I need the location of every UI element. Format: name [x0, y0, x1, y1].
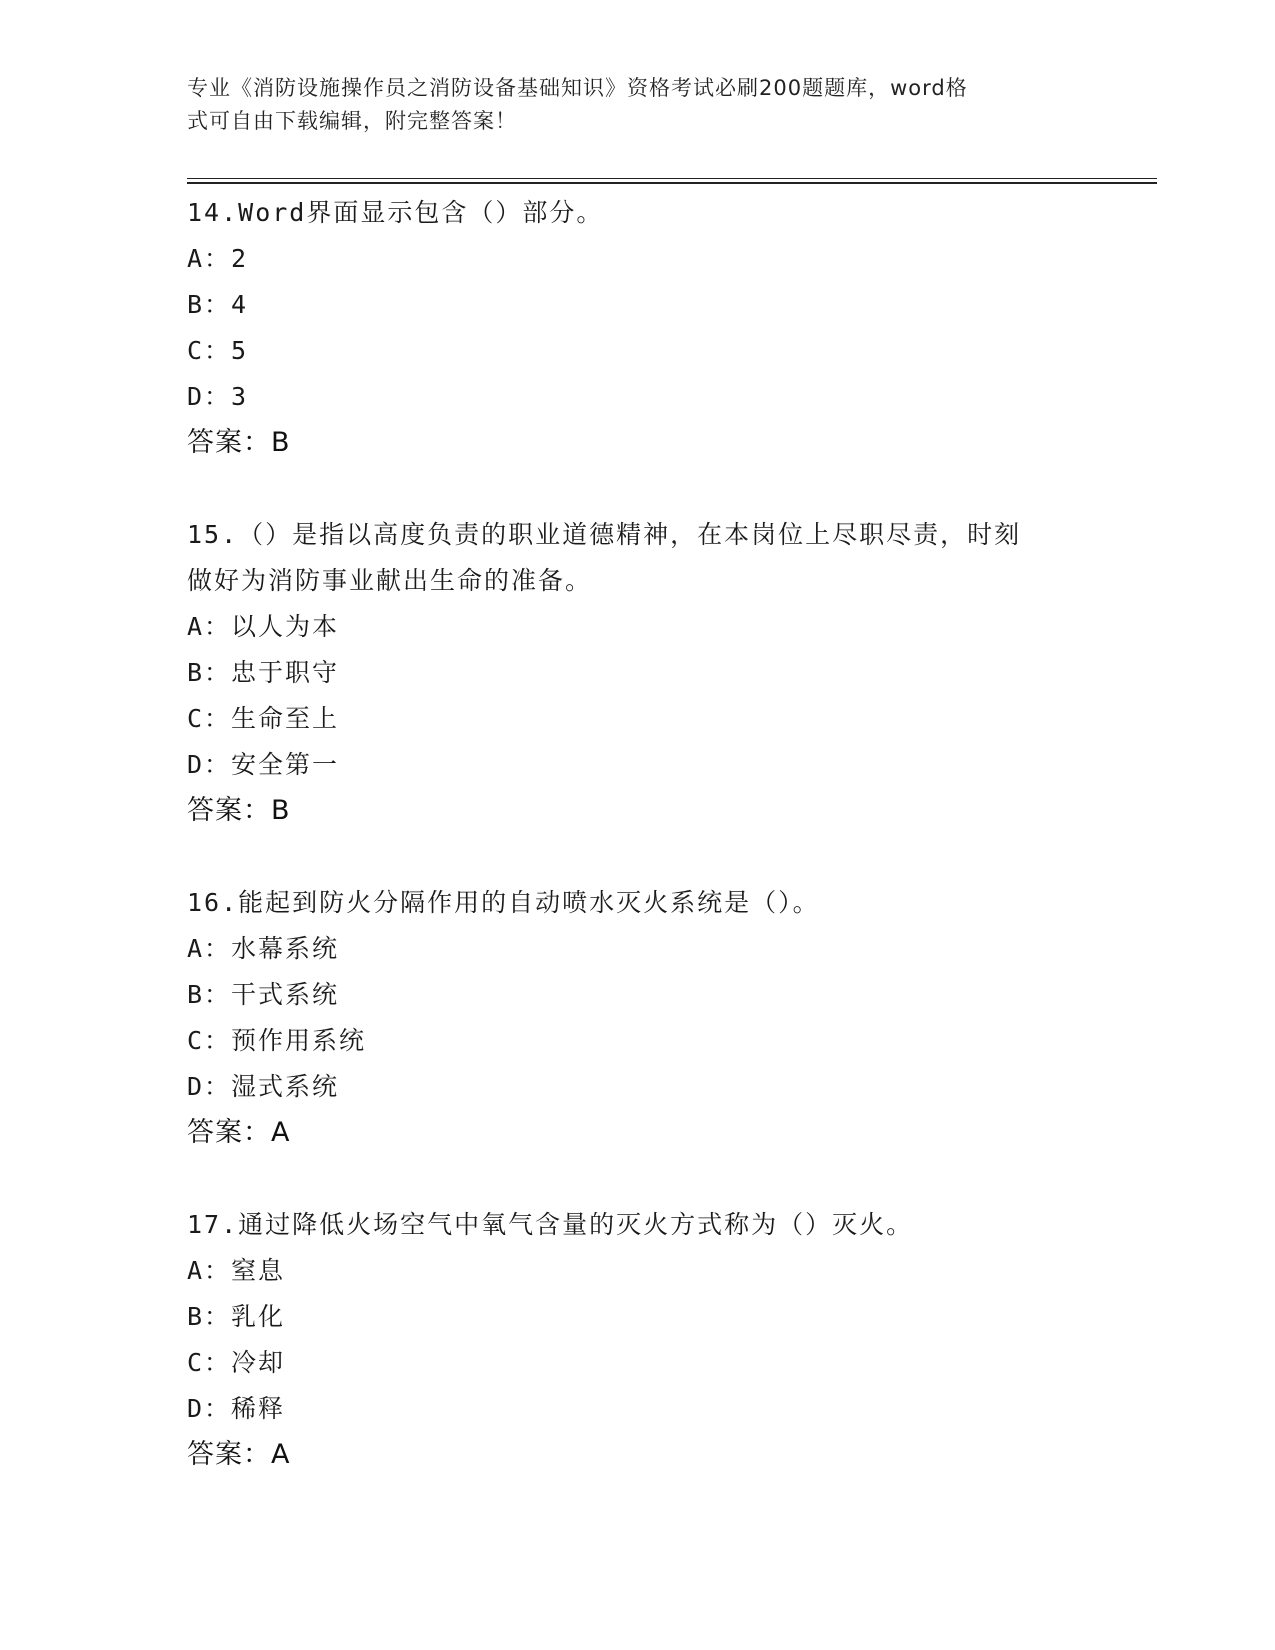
option-d: D：3 [187, 382, 249, 411]
question-list [187, 190, 1087, 1478]
document-header [187, 72, 1067, 138]
answer: 答案：B [187, 795, 291, 826]
question-stem-line-2: 做好为消防事业献出生命的准备。 [187, 566, 593, 595]
question-stem-line-1: 15.（）是指以高度负责的职业道德精神，在本岗位上尽职尽责，时刻 [187, 520, 1022, 549]
question-gap [187, 1156, 1087, 1202]
question-gap [187, 834, 1087, 880]
question-gap [187, 466, 1087, 512]
option-a: A：水幕系统 [187, 934, 340, 963]
question-15 [187, 512, 1087, 834]
answer: 答案：A [187, 1117, 291, 1148]
header-line-1: 专业《消防设施操作员之消防设备基础知识》资格考试必刷200题题库，word格 [187, 76, 968, 100]
option-c: C：5 [187, 336, 249, 365]
question-stem: 14.Word界面显示包含（）部分。 [187, 198, 604, 227]
answer: 答案：A [187, 1439, 291, 1470]
header-divider-thick [187, 182, 1157, 184]
option-c: C：冷却 [187, 1348, 286, 1377]
header-line-2: 式可自由下载编辑，附完整答案！ [187, 109, 517, 133]
question-stem: 16.能起到防火分隔作用的自动喷水灭火系统是（）。 [187, 888, 820, 917]
option-c: C：预作用系统 [187, 1026, 367, 1055]
option-c: C：生命至上 [187, 704, 340, 733]
option-a: A：2 [187, 244, 249, 273]
question-stem: 17.通过降低火场空气中氧气含量的灭火方式称为（）灭火。 [187, 1210, 914, 1239]
option-b: B：干式系统 [187, 980, 340, 1009]
question-14 [187, 190, 1087, 466]
option-d: D：安全第一 [187, 750, 340, 779]
option-b: B：4 [187, 290, 249, 319]
question-16 [187, 880, 1087, 1156]
option-b: B：忠于职守 [187, 658, 340, 687]
option-d: D：湿式系统 [187, 1072, 340, 1101]
option-b: B：乳化 [187, 1302, 286, 1331]
option-d: D：稀释 [187, 1394, 286, 1423]
header-divider-thin [187, 178, 1157, 179]
answer: 答案：B [187, 427, 291, 458]
option-a: A：窒息 [187, 1256, 286, 1285]
question-17 [187, 1202, 1087, 1478]
option-a: A：以人为本 [187, 612, 340, 641]
